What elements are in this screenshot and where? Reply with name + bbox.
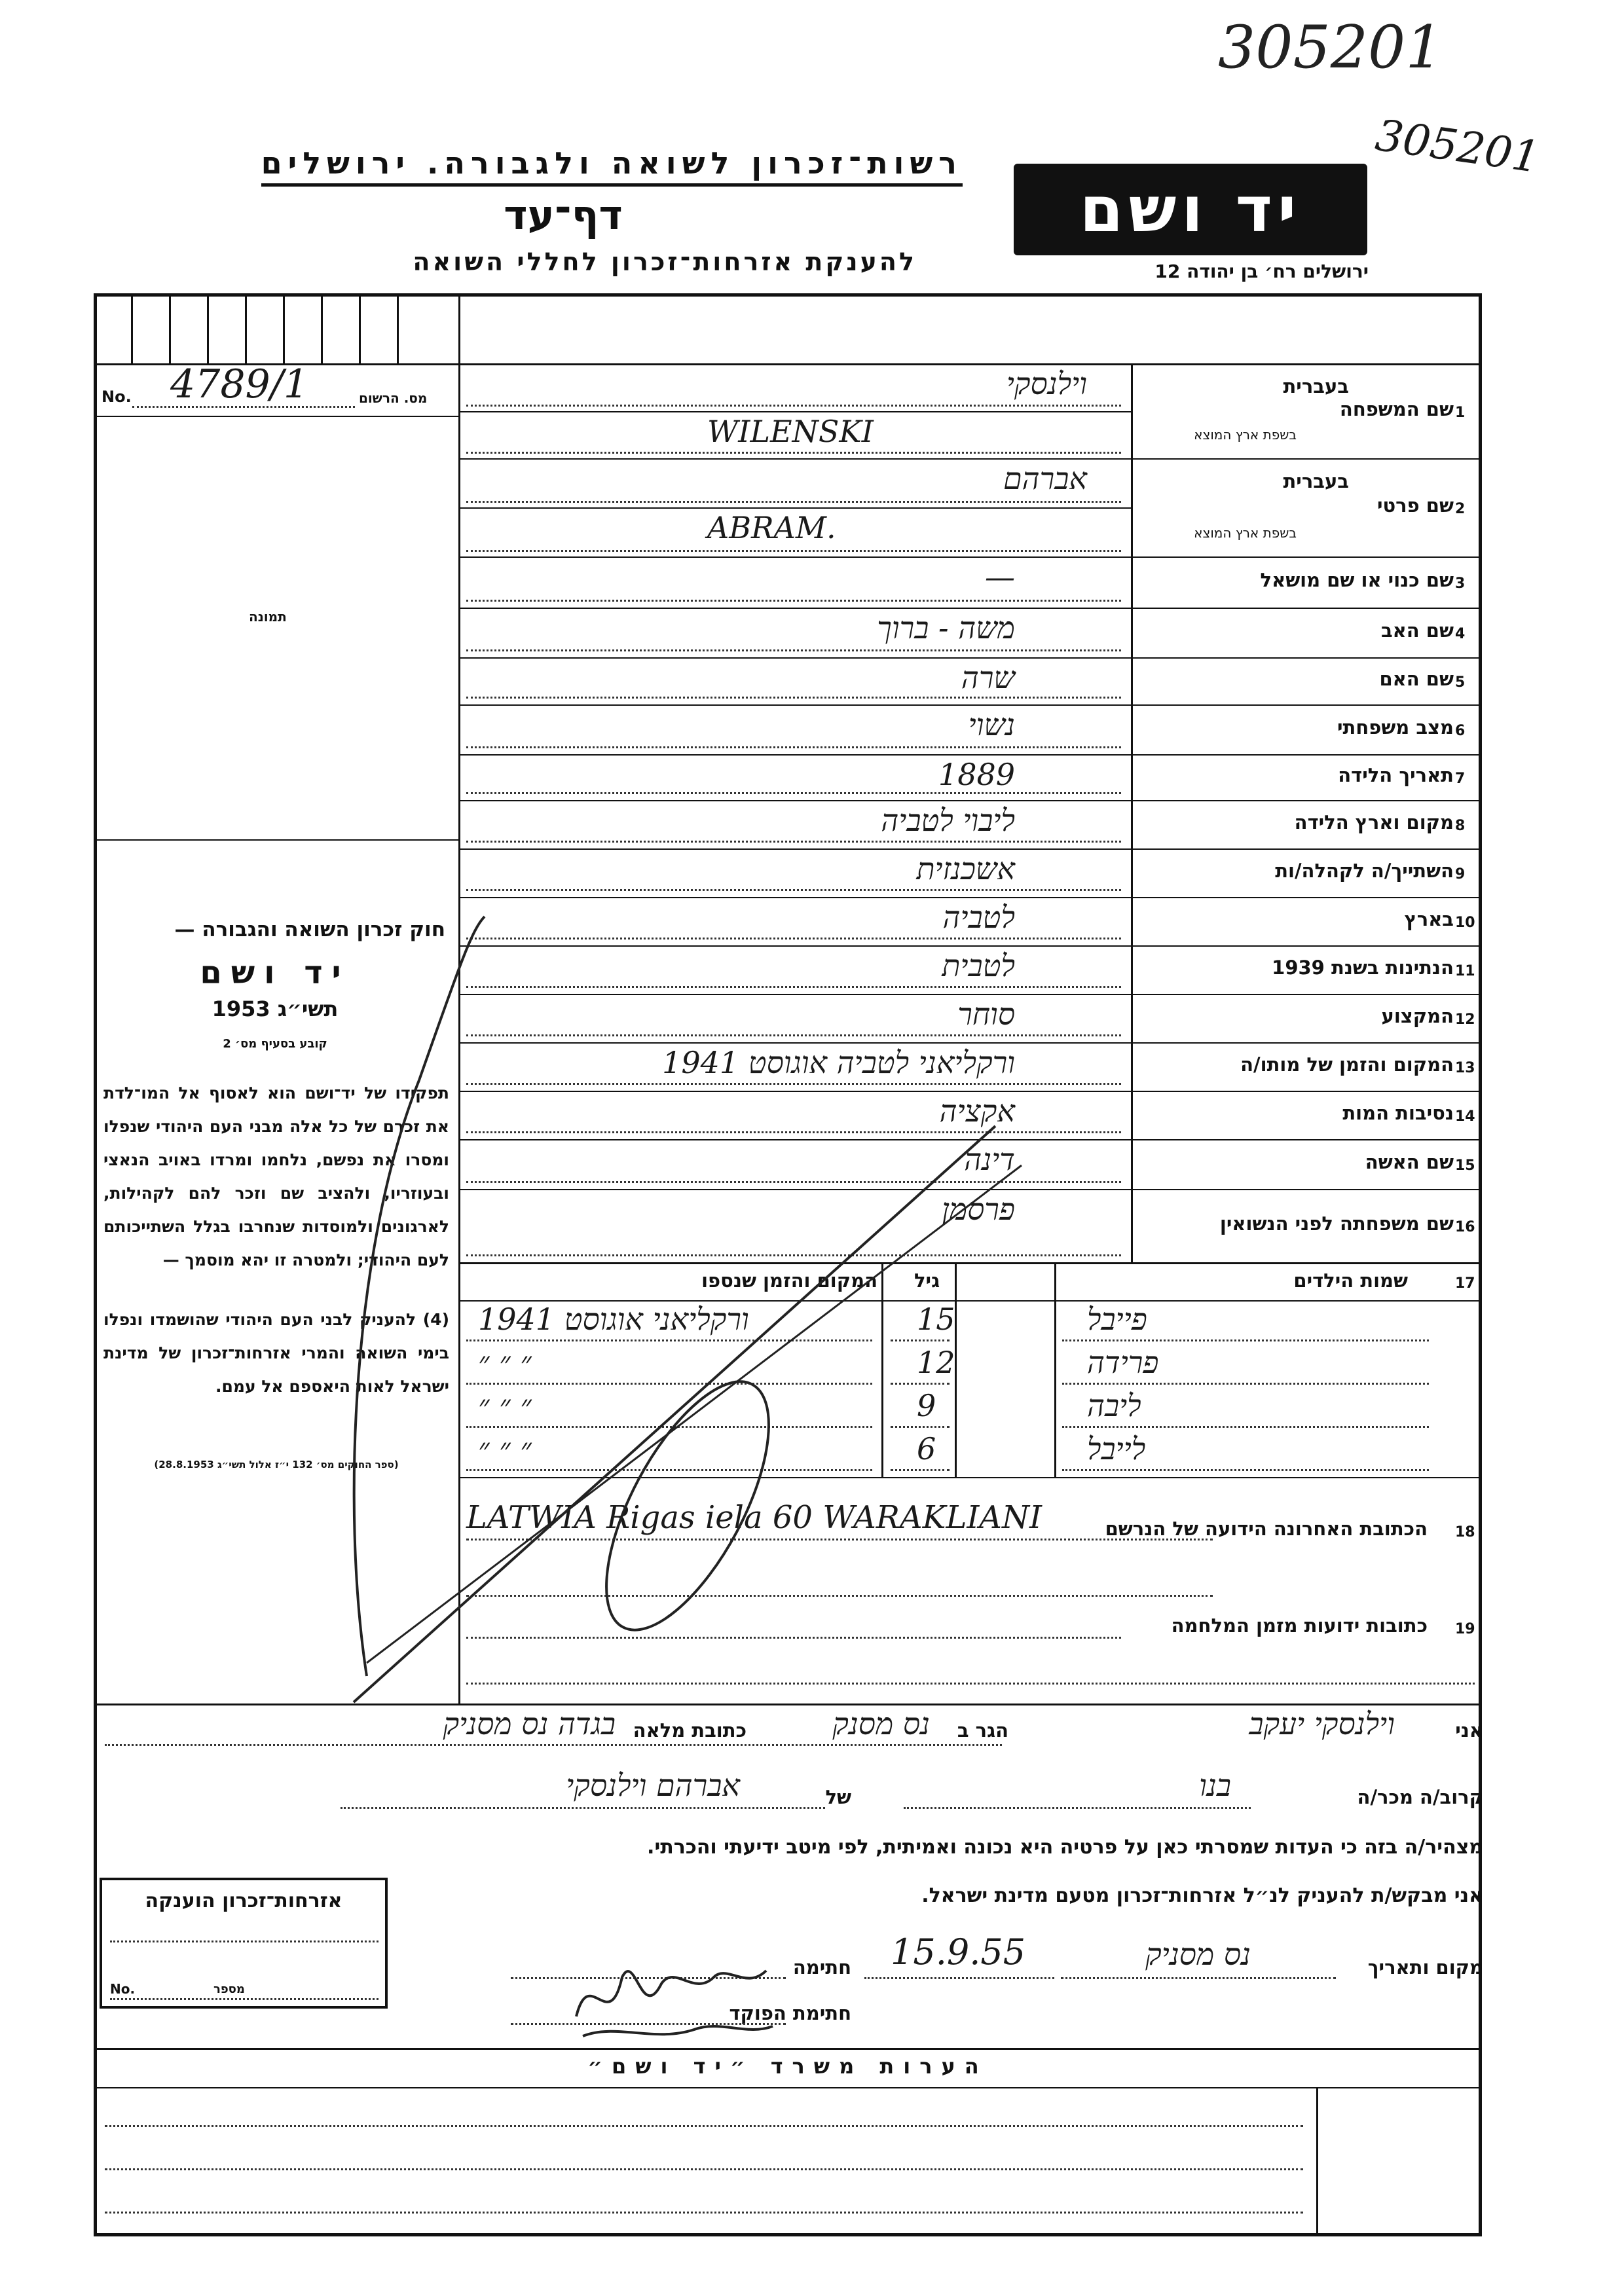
label-column-divider	[1131, 363, 1133, 1262]
field-label: שם האשה	[1365, 1151, 1454, 1173]
field-value: פרסמן	[942, 1192, 1015, 1227]
field-number: 4	[1455, 626, 1466, 642]
field-value-origin: WILENSKI	[707, 413, 874, 449]
field-number: 7	[1455, 771, 1466, 787]
law-name: יד ושם	[200, 955, 350, 991]
registration-heb-label: מס. הרשום	[359, 390, 428, 406]
field-label: שם האם	[1379, 668, 1454, 690]
citizenship-box	[100, 1878, 388, 2009]
children-place-header: המקום והזמן שנספו	[701, 1269, 877, 1292]
field-value: לטבית	[942, 948, 1015, 983]
child-age: 15	[917, 1302, 955, 1337]
archive-number-side: 305201	[1372, 109, 1543, 183]
photo-label: תמונה	[249, 609, 287, 625]
citizenship-num-label: מספר	[213, 1982, 245, 1996]
law-year: תשי״ג 1953	[212, 996, 339, 1021]
place-date-label: מקום ותאריך	[1367, 1956, 1483, 1978]
field-number: 8	[1455, 818, 1466, 834]
child-place: ורקליאני אוגוסט 1941	[478, 1302, 749, 1337]
field-value: אברהם	[1003, 461, 1087, 496]
declarant-address: בגדה נס מסניק	[443, 1706, 616, 1741]
field-value: ליבוי לטביה	[881, 803, 1015, 838]
field-value: סוחר	[957, 996, 1015, 1032]
child-name: פרידה	[1087, 1345, 1159, 1380]
field-sublabel-hebrew: בעברית	[1283, 375, 1349, 397]
yad-vashem-logo	[1014, 164, 1367, 255]
field-value: אקציה	[939, 1093, 1015, 1129]
citizenship-box-title: אזרחות־זכרון הוענקה	[145, 1889, 342, 1912]
field-value: שרה	[961, 660, 1015, 695]
field-number: 13	[1455, 1060, 1475, 1076]
field-number: 15	[1455, 1157, 1475, 1174]
field-number: 6	[1455, 723, 1466, 739]
field-value: לטביה	[942, 900, 1015, 935]
archive-number-top: 305201	[1218, 13, 1443, 82]
relative-value: בנו	[1199, 1768, 1231, 1803]
declarant-name: וילנסקי יעקב	[1249, 1706, 1395, 1741]
field-label: שם פרטי	[1376, 494, 1454, 517]
declarant-signature	[563, 1938, 779, 2049]
child-age: 9	[917, 1388, 936, 1423]
date-value: 15.9.55	[891, 1931, 1026, 1973]
field-label: המקום והזמן של מותו/ה	[1240, 1053, 1454, 1076]
logo-address: ירושלים רח׳ בן יהודה 12	[1154, 261, 1369, 282]
declaration-ani: אני	[1455, 1719, 1483, 1741]
of-label: של	[825, 1786, 851, 1808]
child-place: ״ ״ ״	[478, 1431, 532, 1467]
child-age: 6	[917, 1431, 936, 1467]
field-value-last-address: LATWIA Rigas iela 60 WARAKLIANI	[466, 1499, 1042, 1536]
child-place: ״ ״ ״	[478, 1388, 532, 1423]
child-name: לייבל	[1087, 1431, 1146, 1467]
children-names-header: שמות הילדים	[1293, 1269, 1408, 1292]
field-number: 9	[1455, 866, 1466, 883]
field-number: 12	[1455, 1011, 1475, 1028]
form-subtitle: להענקת אזרחות־זכרון לחללי השואה	[413, 247, 917, 276]
field-label: נסיבות המות	[1342, 1102, 1454, 1124]
field-number: 19	[1455, 1621, 1475, 1637]
field-label: מקום וארץ הלידה	[1294, 811, 1454, 833]
law-source: (ספר החוקים מס׳ 132 י״ז אלול תשי״ג 28.8.1953)	[154, 1459, 399, 1470]
field-label: המקצוע	[1381, 1005, 1454, 1027]
logo-text: יד ושם	[1079, 173, 1302, 246]
field-label: השתייך/ה לקהלה/ות	[1275, 860, 1454, 882]
field-label: שם המשפחה	[1339, 397, 1454, 420]
citizenship-no-label: No.	[110, 1981, 136, 1997]
left-column-divider	[458, 363, 460, 1704]
child-name: פייבל	[1087, 1302, 1147, 1337]
relative-label: קרוב/ה מכר/ה	[1357, 1786, 1483, 1808]
field-label-last-address: הכתובת האחרונה הידועה של הנרשם	[1101, 1518, 1428, 1540]
field-value: דינה	[964, 1142, 1015, 1177]
field-number: 11	[1455, 963, 1475, 979]
law-title: חוק זכרון השואה והגבורה —	[174, 918, 445, 941]
field-number: 10	[1455, 915, 1475, 931]
declarant-residence: נס מסנק	[832, 1706, 930, 1741]
place-value: נס מסניק	[1145, 1937, 1251, 1972]
field-value: משה - ברוך	[877, 610, 1015, 646]
field-label: מצב משפחתי	[1337, 716, 1454, 738]
field-label: שם האב	[1380, 619, 1454, 642]
declaration-address-label: כתובת מלאה	[633, 1719, 747, 1741]
field-sublabel-hebrew: בעברית	[1283, 470, 1349, 492]
declaration-resides-label: הגר ב	[957, 1719, 1008, 1741]
child-age: 12	[917, 1345, 955, 1380]
field-number: 17	[1455, 1275, 1475, 1292]
field-label: שם משפחתה לפני הנשואין	[1219, 1212, 1454, 1235]
field-number: 18	[1455, 1524, 1475, 1540]
field-label: הנתינות בשנת 1939	[1272, 957, 1454, 979]
law-text: תפקידו של יד־ושם הוא לאסוף אל המו־לדת את זכרם של כל אלה מבני העם היהודי שנפלו ומסרו את נפשם, נלחמו ומרדו באויב הנאצי ובעוזריו, ולהציב שם וזכר להם לקהילות, לארגונים ולמוסדות שנחרבו בגלל השתייכותם לעם היהודי; ולמטרה זו יהא מוסמך —	[103, 1084, 449, 1269]
field-number: 5	[1455, 674, 1466, 691]
authority-title: רשות־זכרון לשואה ולגבורה. ירושלים	[261, 145, 963, 187]
declaration-statement: מצהיר/ה בזה כי העדות שמסרתי כאן על פרטיה היא נכונה ואמיתית, לפי מיטב ידיעתי והכרתי.	[647, 1836, 1483, 1859]
field-value: —	[985, 559, 1015, 594]
field-value: וילנסקי	[1006, 366, 1087, 401]
field-label: בארץ	[1404, 908, 1454, 930]
field-value: ורקליאני לטביה אוגוסט 1941	[662, 1045, 1015, 1080]
registration-number: 4789/1	[170, 361, 309, 407]
law-clause: קובע בסעיף מס׳ 2	[223, 1037, 327, 1051]
field-value-origin: ABRAM.	[707, 510, 836, 545]
field-number: 14	[1455, 1108, 1475, 1125]
field-number: 1	[1455, 404, 1466, 421]
field-number: 16	[1455, 1219, 1475, 1235]
field-value: אשכנזית	[916, 851, 1015, 886]
registration-no-label: No.	[101, 388, 132, 406]
children-age-header: גיל	[914, 1269, 940, 1292]
field-value: 1889	[938, 757, 1015, 792]
declaration-request: אני מבקש/ת להעניק לנ״ל אזרחות־זכרון מטעם מדינת ישראל.	[921, 1884, 1483, 1907]
field-label: שם כנוי או שם מושאל	[1260, 569, 1454, 591]
clerk-signature-label: חתימת הפוקד	[729, 2002, 851, 2024]
field-number: 3	[1455, 575, 1466, 592]
field-sublabel-origin: בשפת ארץ המוצא	[1194, 525, 1297, 541]
of-value: אברהם וילנסקי	[566, 1768, 740, 1803]
law-clause-4: (4) להעניק לבני העם היהודי שהושמדו ונפלו בימי השואה והמרי אזרחות־זכרון של מדינת ישראל לאות היאספם אל עמם.	[103, 1310, 449, 1396]
office-notes-title: הערות משרד ״יד ושם״	[587, 2054, 988, 2079]
field-number: 2	[1455, 501, 1466, 517]
field-label: תאריך הלידה	[1338, 764, 1454, 786]
field-value: נשוי	[968, 707, 1015, 742]
field-label-wartime-addresses: כתובות ידועות מזמן המלחמה	[1171, 1614, 1428, 1637]
field-sublabel-origin: בשפת ארץ המוצא	[1194, 427, 1297, 443]
form-title: דף־עד	[504, 191, 623, 239]
signature-label: חתימה	[792, 1956, 851, 1978]
child-place: ״ ״ ״	[478, 1345, 532, 1380]
child-name: ליבה	[1087, 1388, 1141, 1423]
